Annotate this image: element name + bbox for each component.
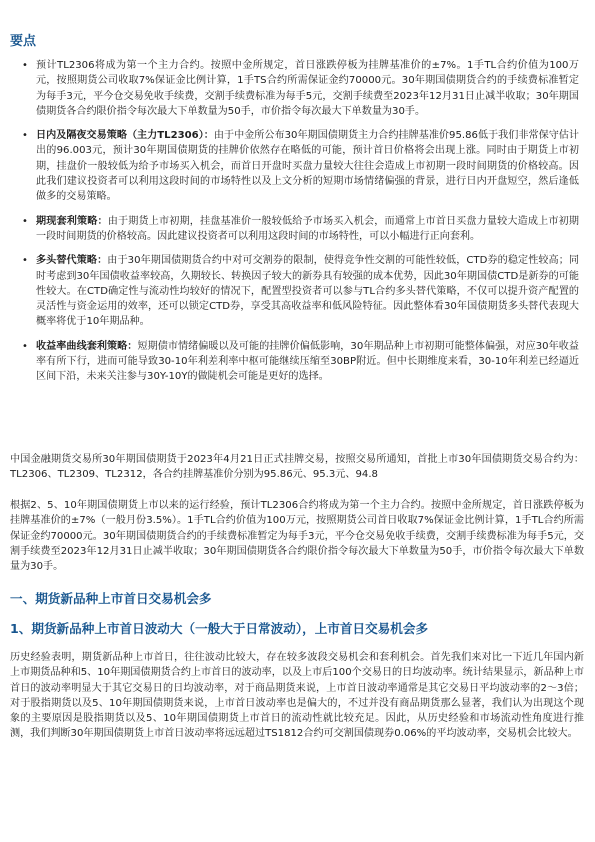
point-text: 预计TL2306将成为第一个主力合约。按照中金所规定，首日涨跌停板为挂牌基准价的±7%。1手TL合约价值为100万元，按照期货公司收取7%保证金比例计算，1手TS合约所需保证金约70000元。30年期国债期货合约的手续费标准暂定为每手3元，平今仓交易免收手续费，交割手续费标准为每手5元，交割手续费至2023年12月31日止减半收取；30年期国债期货各合约限价指令每次最大下单数量为50手，市价指令每次最大下单数量为30手。: [36, 60, 579, 117]
list-item: [0, 214, 585, 245]
contract-paragraph: 根据2、5、10年期国债期货上市以来的运行经验，预计TL2306合约将成为第一个主力合约。按照中金所规定，首日涨跌停板为挂牌基准价的±7%（一般月份3.5%）。1手TL合约价值为100万元，按照期货公司首日收取7%保证金比例计算，1手TL合约所需保证金约70000元。30年期国债期货合约的手续费标准暂定为每手3元，平今仓交易免收手续费，交割手续费标准为每手5元，交割手续费至2023年12月31日止减半收取；30年期国债期货各合约限价指令每次最大下单数量为50手，市价指令每次最大下单数量为30手。: [10, 500, 584, 573]
intro-paragraph: 中国金融期货交易所30年期国债期货于2023年4月21日正式挂牌交易，按照交易所通知，首批上市30年国债期货交易合约为：TL2306、TL2309、TL2312，各合约挂牌基准价分别为95.86元、95.3元、94.8: [10, 454, 584, 481]
point-text: 由于期货上市初期，挂盘基准价一般较低给予市场买入机会，而通常上市首日买盘力量较大造成上市初期一段时间期货的价格较高。因此建议投资者可以利用这段时间的市场特性，可以小幅进行正向套利。: [36, 215, 580, 242]
point-lead: 日内及隔夜交易策略（主力TL2306）：: [36, 130, 214, 142]
point-text: 由于30年期国债期货合约中对可交割券的限制，使得竞争性交割的可能性较低，CTD券的稳定性较高；同时考虑到30年国债收益率较高，久期较长、转换因子较大的新券具有较强的成本优势，因此30年期国债CTD是新券的可能性较大。在CTD确定性与流动性均较好的情况下，配置型投资者可以参与TL合约多头替代策略，不仅可以提升资产配置的灵活性与资金运用的效率，还可以锁定CTD券，享受其高收益率和低风险特征。因此整体看30年国债期货多头替代表现大概率将优于10年期品种。: [36, 255, 580, 328]
list-item: [0, 253, 585, 329]
subsection-heading: 1、期货新品种上市首日波动大（一般大于日常波动），上市首日交易机会多: [10, 621, 429, 636]
bullet-icon: •: [22, 60, 28, 71]
bullet-icon: •: [22, 215, 28, 227]
bullet-icon: •: [22, 340, 28, 352]
bullet-icon: •: [22, 255, 28, 267]
list-item: [0, 128, 585, 204]
section-heading: 一、期货新品种上市首日交易机会多: [10, 591, 212, 606]
bullet-icon: •: [22, 130, 28, 142]
key-points-heading: 要点: [10, 34, 37, 49]
list-item: [0, 339, 585, 385]
point-lead: 收益率曲线套利策略：: [36, 340, 138, 352]
point-text: 由于中金所公布30年期国债期货主力合约挂牌基准价95.86低于我们非常保守估计出的96.003元，预计30年期国债期货的挂牌价依然存在略低的可能，预计首日价格将会出现上涨。同时由于期货上市初期，挂盘价一般较低为给予市场买入机会，而首日开盘时买盘力量较大往往会造成上市初期一段时间期货的价格较高。因此我们建议投资者可以利用这段时间的市场特性以及上文分析的短期市场情绪偏强的背景，进行日内开盘短空，然后逢低做多的交易策略。: [36, 130, 579, 203]
point-text: 短期债市情绪偏暖以及可能的挂牌价偏低影响，30年期品种上市初期可能整体偏强，对应30年收益率有所下行，进而可能导致30-10年利差利率中枢可能继续压缩至30BP附近。但中长期维度来看，30-10年利差已经逼近区间下沿，未来关注参与30Y-10Y的做陡机会可能是更好的选择。: [36, 340, 580, 383]
point-lead: 多头替代策略：: [36, 255, 108, 267]
point-lead: 期现套利策略：: [36, 215, 108, 227]
list-item: [0, 58, 585, 119]
history-paragraph: 历史经验表明，期货新品种上市首日，往往波动比较大，存在较多波段交易机会和套利机会。首先我们来对比一下近几年国内新上市期货品种和5、10年期国债期货合约上市首日的波动率，以及上市后100个交易日的日均波动率。统计结果显示，新品种上市首日的波动率明显大于其它交易日的日均波动率，对于商品期货来说，上市首日波动率通常是其它交易日平均波动率的2～3倍；对于股指期货以及5、10年期国债期货来说，上市首日波动率也是偏大的，不过并没有商品期货那么显著，我们认为出现这个现象的主要原因是股指期货以及5、10年期国债期货上市首日的流动性就比较充足。因此，从历史经验和市场流动性角度进行推测，我们判断30年期国债期货上市首日波动率将远远超过TS1812合约可交割国债现券0.06%的平均波动率，交易机会比较大。: [10, 652, 584, 740]
key-points-list: [0, 58, 585, 394]
